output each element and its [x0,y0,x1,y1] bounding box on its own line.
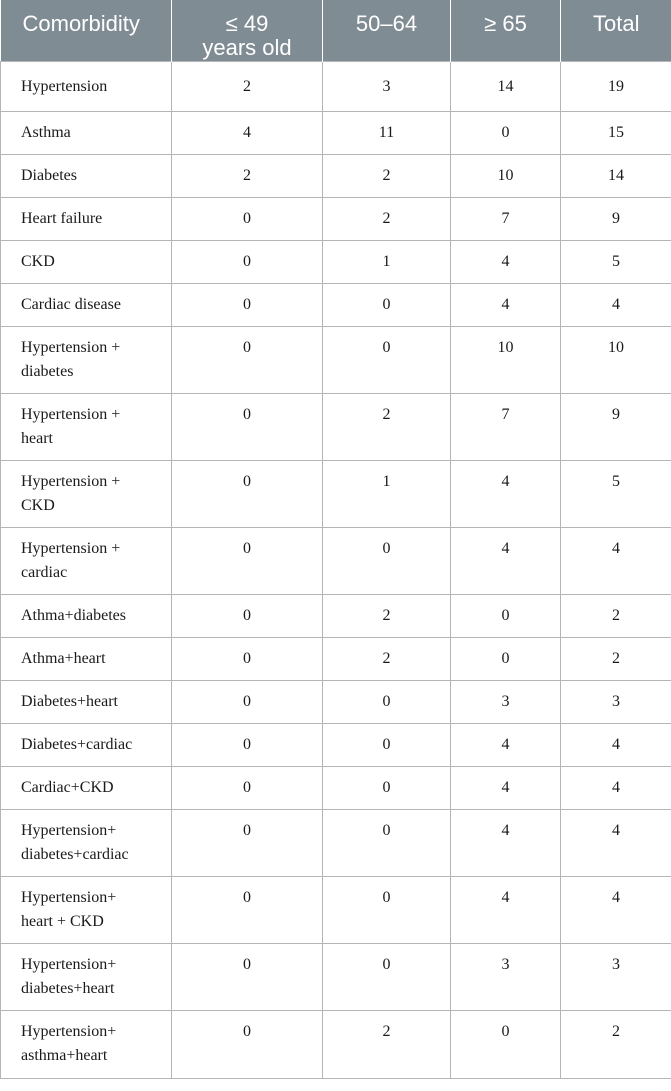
comorbidity-cell [1,594,172,637]
count-cell: 2 [323,393,451,460]
comorbidity-label: Diabetes+cardiac [21,735,133,753]
count-cell: 3 [451,943,561,1010]
total-cell: 3 [561,943,671,1010]
total-cell: 4 [561,809,671,876]
comorbidity-label: CKD [21,252,55,270]
table-row [1,460,671,527]
table-row [1,637,671,680]
comorbidity-label: Hypertension+ [21,1022,117,1040]
count-cell: 2 [172,61,323,111]
comorbidity-label: heart + CKD [21,912,104,930]
count-cell: 4 [451,766,561,809]
comorbidity-label: diabetes+cardiac [21,845,129,863]
comorbidity-label: Athma+heart [21,649,106,667]
count-cell: 0 [172,766,323,809]
comorbidity-cell [1,876,172,943]
count-cell: 0 [172,1010,323,1078]
count-cell: 4 [451,809,561,876]
count-cell: 0 [172,809,323,876]
table-row [1,680,671,723]
count-cell: 2 [323,594,451,637]
count-cell: 0 [323,766,451,809]
table-row [1,876,671,943]
total-cell: 4 [561,527,671,594]
total-cell: 5 [561,240,671,283]
total-cell: 9 [561,197,671,240]
count-cell: 4 [451,527,561,594]
comorbidity-cell [1,637,172,680]
count-cell: 2 [323,197,451,240]
table-row [1,594,671,637]
count-cell: 0 [451,637,561,680]
table-header [1,0,671,61]
comorbidity-cell [1,283,172,326]
count-cell: 0 [172,527,323,594]
comorbidity-label: diabetes+heart [21,979,115,997]
comorbidity-label: Cardiac disease [21,295,121,313]
total-cell: 4 [561,723,671,766]
table-row [1,154,671,197]
count-cell: 0 [323,326,451,393]
comorbidity-label: diabetes [21,362,74,380]
table-row [1,766,671,809]
comorbidity-cell [1,393,172,460]
comorbidity-cell [1,460,172,527]
comorbidity-cell [1,809,172,876]
column-header [172,0,323,61]
total-cell: 15 [561,111,671,154]
column-header [451,0,561,61]
total-cell: 2 [561,594,671,637]
comorbidity-label: cardiac [21,563,68,581]
count-cell: 0 [451,111,561,154]
table-row [1,393,671,460]
count-cell: 0 [451,594,561,637]
comorbidity-label: Hypertension + [21,338,121,356]
count-cell: 1 [323,240,451,283]
count-cell: 4 [451,460,561,527]
column-header [561,0,671,61]
table-row [1,283,671,326]
table-row [1,943,671,1010]
count-cell: 0 [172,637,323,680]
count-cell: 1 [323,460,451,527]
comorbidity-cell [1,326,172,393]
count-cell: 0 [323,283,451,326]
count-cell: 0 [172,943,323,1010]
comorbidity-label: Hypertension + [21,472,121,490]
count-cell: 0 [323,809,451,876]
total-cell: 4 [561,283,671,326]
count-cell: 2 [172,154,323,197]
column-header-label: Total [593,11,640,36]
comorbidity-cell [1,240,172,283]
total-cell: 2 [561,1010,671,1078]
comorbidity-cell [1,527,172,594]
count-cell: 0 [323,680,451,723]
total-cell: 4 [561,876,671,943]
comorbidity-label: Hypertension+ [21,821,117,839]
comorbidity-label: heart [21,429,53,447]
count-cell: 2 [323,1010,451,1078]
total-cell: 10 [561,326,671,393]
count-cell: 3 [451,680,561,723]
table-row [1,240,671,283]
column-header-label: 50–64 [355,11,418,36]
count-cell: 2 [323,154,451,197]
count-cell: 7 [451,197,561,240]
comorbidity-label: Diabetes+heart [21,692,118,710]
table-row [1,809,671,876]
comorbidity-cell [1,61,172,111]
count-cell: 0 [172,197,323,240]
count-cell: 0 [172,594,323,637]
comorbidity-label: Asthma [21,123,71,141]
total-cell: 5 [561,460,671,527]
comorbidity-label: Diabetes [21,166,77,184]
column-header-label: years old [202,35,292,60]
column-header-label: ≤ 49 [225,11,269,36]
table-row [1,1010,671,1078]
comorbidity-cell [1,766,172,809]
comorbidity-cell [1,197,172,240]
table-row [1,197,671,240]
table-body [1,61,671,1078]
count-cell: 4 [451,240,561,283]
comorbidity-label: CKD [21,496,55,514]
comorbidity-label: Hypertension + [21,405,121,423]
table-row [1,111,671,154]
comorbidity-label: Hypertension+ [21,888,117,906]
comorbidity-label: asthma+heart [21,1046,108,1064]
count-cell: 0 [172,393,323,460]
total-cell: 3 [561,680,671,723]
table-row [1,527,671,594]
comorbidity-label: Hypertension [21,77,108,95]
total-cell: 2 [561,637,671,680]
comorbidity-label: Hypertension+ [21,955,117,973]
comorbidity-label: Athma+diabetes [21,606,126,624]
table-row [1,61,671,111]
count-cell: 0 [323,943,451,1010]
column-header-label: ≥ 65 [484,11,527,36]
count-cell: 0 [172,680,323,723]
count-cell: 4 [451,876,561,943]
count-cell: 0 [172,326,323,393]
count-cell: 0 [323,723,451,766]
comorbidity-cell [1,680,172,723]
comorbidity-label: Heart failure [21,209,103,227]
table-row [1,723,671,766]
header-row [1,0,671,61]
comorbidity-cell [1,1010,172,1078]
total-cell: 4 [561,766,671,809]
count-cell: 14 [451,61,561,111]
count-cell: 10 [451,154,561,197]
count-cell: 2 [323,637,451,680]
total-cell: 19 [561,61,671,111]
count-cell: 0 [172,240,323,283]
comorbidity-label: Hypertension + [21,539,121,557]
count-cell: 0 [172,876,323,943]
comorbidity-cell [1,154,172,197]
count-cell: 0 [323,527,451,594]
column-header-label: Comorbidity [22,11,140,36]
column-header [1,0,172,61]
table-row [1,326,671,393]
total-cell: 9 [561,393,671,460]
count-cell: 4 [172,111,323,154]
count-cell: 4 [451,283,561,326]
comorbidity-label: Cardiac+CKD [21,778,114,796]
count-cell: 0 [451,1010,561,1078]
comorbidity-cell [1,723,172,766]
count-cell: 7 [451,393,561,460]
count-cell: 3 [323,61,451,111]
count-cell: 0 [172,283,323,326]
comorbidity-cell [1,943,172,1010]
comorbidity-cell [1,111,172,154]
column-header [323,0,451,61]
count-cell: 10 [451,326,561,393]
total-cell: 14 [561,154,671,197]
count-cell: 11 [323,111,451,154]
count-cell: 0 [172,460,323,527]
count-cell: 0 [172,723,323,766]
count-cell: 0 [323,876,451,943]
count-cell: 4 [451,723,561,766]
